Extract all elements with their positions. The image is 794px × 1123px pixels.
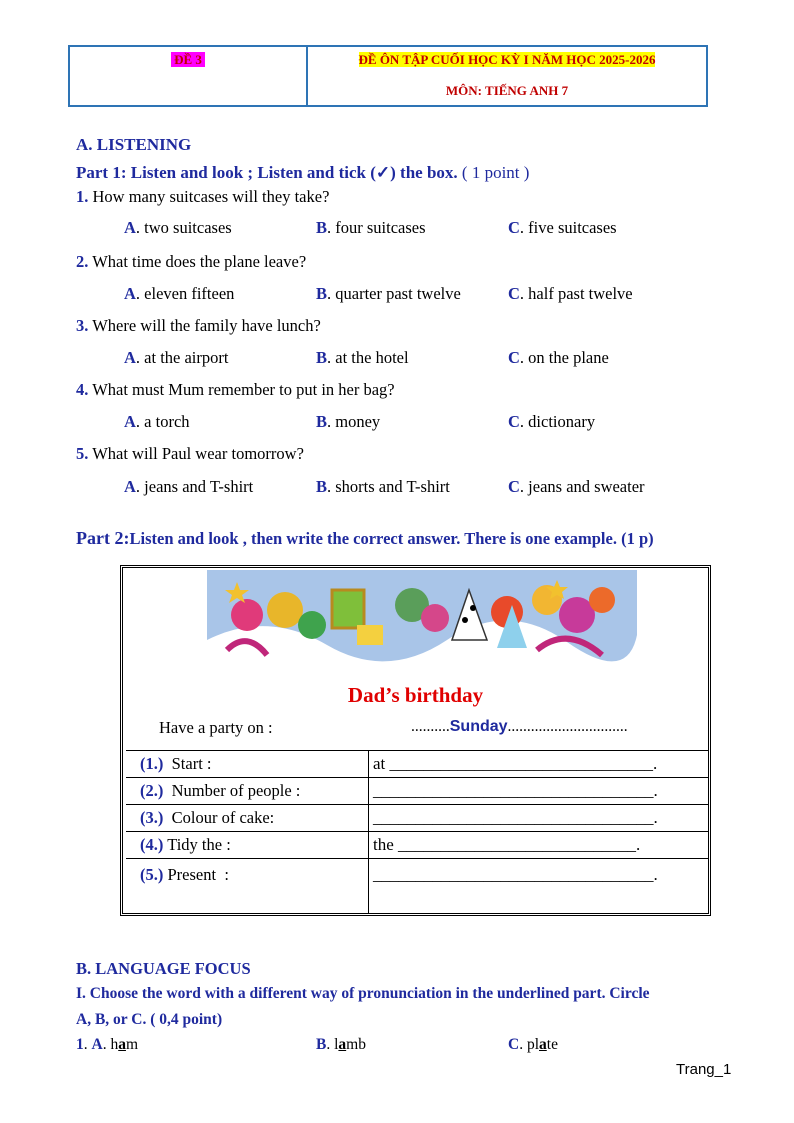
question-5	[76, 444, 304, 464]
row-label: Number of people :	[163, 781, 301, 800]
party-label: Have a party on :	[159, 718, 273, 737]
question-2	[76, 252, 306, 272]
answer-row	[126, 751, 709, 778]
option-letter: A	[124, 284, 136, 303]
option-letter: A	[124, 218, 136, 237]
option-text: two suitcases	[144, 218, 232, 237]
question-4	[76, 380, 395, 400]
option-a[interactable]: A. two suitcases	[124, 218, 232, 237]
row-answer-blank[interactable]: _________________________________.	[373, 781, 658, 800]
party-value	[411, 718, 628, 736]
option-b[interactable]: B. money	[316, 412, 381, 431]
row-number: (1.)	[140, 754, 164, 773]
answer-row	[126, 859, 709, 914]
q1-c-letter: C	[508, 1036, 520, 1053]
q1-a-letter: A	[91, 1036, 103, 1053]
question-number: 5.	[76, 444, 89, 463]
option-letter: B	[316, 412, 328, 431]
option-text: four suitcases	[335, 218, 426, 237]
party-dots-post: ...............................	[507, 718, 628, 735]
row-answer-blank[interactable]: the ____________________________.	[373, 835, 641, 854]
q1-b-post: mb	[346, 1036, 366, 1053]
question-text: What will Paul wear tomorrow?	[88, 444, 304, 463]
row-answer-cell[interactable]	[369, 832, 710, 859]
q1-b-underlined: a	[338, 1036, 347, 1053]
row-label: Present :	[163, 865, 229, 884]
row-answer-blank[interactable]: _________________________________.	[373, 808, 658, 827]
task-i-q1-a: 1. A. ham	[76, 1036, 139, 1053]
exam-title: ĐỀ ÔN TẬP CUỐI HỌC KỲ I NĂM HỌC 2025-2026	[358, 52, 656, 67]
option-text: quarter past twelve	[335, 284, 461, 303]
task-i-line2: A, B, or C. ( 0,4 point)	[76, 1011, 223, 1028]
answer-row	[126, 832, 709, 859]
row-label-cell	[126, 751, 369, 778]
q1-a-pre: h	[110, 1036, 119, 1053]
option-text: at the airport	[144, 348, 229, 367]
question-number: 1.	[76, 187, 89, 206]
row-answer-blank[interactable]: at _______________________________.	[373, 754, 658, 773]
q1-a-post: m	[125, 1036, 139, 1053]
option-text: at the hotel	[335, 348, 409, 367]
option-letter: C	[508, 218, 520, 237]
question-number: 4.	[76, 380, 89, 399]
option-c[interactable]: C. jeans and sweater	[508, 477, 645, 496]
option-c[interactable]: C. dictionary	[508, 412, 596, 431]
row-label-cell	[126, 805, 369, 832]
part1-points: ( 1 point )	[457, 163, 530, 182]
part1-heading	[76, 163, 529, 183]
task-i-line1: I. Choose the word with a different way of pronunciation in the underlined part. Circle	[76, 985, 650, 1002]
option-a[interactable]: A. jeans and T-shirt	[124, 477, 254, 496]
option-letter: C	[508, 477, 520, 496]
party-banner-image	[207, 570, 637, 670]
header-left	[70, 51, 306, 69]
answer-table	[126, 750, 709, 913]
exam-number: ĐỀ 3	[171, 52, 205, 67]
row-label: Colour of cake:	[163, 808, 275, 827]
row-answer-cell[interactable]	[369, 805, 710, 832]
option-letter: B	[316, 477, 328, 496]
question-1	[76, 187, 329, 207]
question-3	[76, 316, 321, 336]
q1-c-underlined: a	[539, 1036, 547, 1053]
option-text: on the plane	[528, 348, 609, 367]
question-text: What must Mum remember to put in her bag?	[88, 380, 395, 399]
header-table	[68, 45, 708, 107]
birthday-box	[120, 565, 711, 916]
row-label-cell	[126, 778, 369, 805]
q1-c-post: te	[546, 1036, 558, 1053]
row-label: Tidy the :	[163, 835, 231, 854]
row-number: (3.)	[140, 808, 164, 827]
row-answer-cell[interactable]	[369, 778, 710, 805]
question-number: 2.	[76, 252, 89, 271]
option-letter: A	[124, 412, 136, 431]
section-b-heading: B. LANGUAGE FOCUS	[76, 959, 251, 978]
task-i-q1-c: C. plate	[508, 1036, 558, 1053]
option-letter: A	[124, 477, 136, 496]
page-footer: Trang_1	[676, 1061, 732, 1078]
option-b[interactable]: B. shorts and T-shirt	[316, 477, 450, 496]
q1-number: 1	[76, 1036, 84, 1053]
answer-row	[126, 805, 709, 832]
option-a[interactable]: A. at the airport	[124, 348, 229, 367]
row-number: (2.)	[140, 781, 164, 800]
question-text: How many suitcases will they take?	[88, 187, 330, 206]
option-text: shorts and T-shirt	[335, 477, 450, 496]
option-letter: B	[316, 218, 328, 237]
exam-subject: MÔN: TIẾNG ANH 7	[445, 83, 569, 98]
part2-heading	[76, 528, 654, 549]
option-b[interactable]: B. four suitcases	[316, 218, 426, 237]
q1-a-underlined: a	[118, 1036, 126, 1053]
row-label: Start :	[163, 754, 212, 773]
part1-label: Part 1: Listen and look ; Listen and tick (✓) the box.	[76, 163, 458, 182]
option-text: a torch	[144, 412, 190, 431]
option-a[interactable]: A. a torch	[124, 412, 190, 431]
q1-b-pre: l	[334, 1036, 339, 1053]
section-a-heading: A. LISTENING	[76, 135, 192, 154]
task-i-q1-b: B. lamb	[316, 1036, 366, 1053]
option-letter: C	[508, 348, 520, 367]
row-label-cell	[126, 832, 369, 859]
row-number: (5.)	[140, 865, 164, 884]
option-text: jeans and sweater	[528, 477, 645, 496]
birthday-title: Dad’s birthday	[347, 683, 484, 707]
question-text: What time does the plane leave?	[88, 252, 307, 271]
option-text: eleven fifteen	[144, 284, 235, 303]
option-text: half past twelve	[528, 284, 633, 303]
option-letter: B	[316, 348, 328, 367]
header-right	[308, 51, 706, 99]
row-answer-cell[interactable]	[369, 859, 710, 914]
option-c[interactable]: C. half past twelve	[508, 284, 633, 303]
option-letter: A	[124, 348, 136, 367]
option-c[interactable]: C. five suitcases	[508, 218, 617, 237]
row-answer-blank[interactable]: _________________________________.	[373, 865, 658, 884]
option-b[interactable]: B. at the hotel	[316, 348, 409, 367]
q1-b-letter: B	[316, 1036, 327, 1053]
option-a[interactable]: A. eleven fifteen	[124, 284, 235, 303]
question-text: Where will the family have lunch?	[88, 316, 321, 335]
row-answer-cell[interactable]	[369, 751, 710, 778]
option-text: money	[335, 412, 381, 431]
q1-c-pre: pl	[526, 1036, 540, 1053]
part2-label: Part 2:	[76, 528, 130, 548]
party-dots-pre: ..........	[411, 718, 450, 735]
row-number: (4.)	[140, 835, 164, 854]
option-text: five suitcases	[528, 218, 617, 237]
option-b[interactable]: B. quarter past twelve	[316, 284, 461, 303]
option-letter: C	[508, 412, 520, 431]
option-text: dictionary	[528, 412, 596, 431]
option-letter: C	[508, 284, 520, 303]
answer-row	[126, 778, 709, 805]
option-letter: B	[316, 284, 328, 303]
option-c[interactable]: C. on the plane	[508, 348, 609, 367]
party-day: Sunday	[449, 718, 508, 735]
part2-text: Listen and look , then write the correct answer. There is one example. (1 p)	[129, 529, 654, 548]
option-text: jeans and T-shirt	[144, 477, 254, 496]
question-number: 3.	[76, 316, 89, 335]
row-label-cell	[126, 859, 369, 914]
